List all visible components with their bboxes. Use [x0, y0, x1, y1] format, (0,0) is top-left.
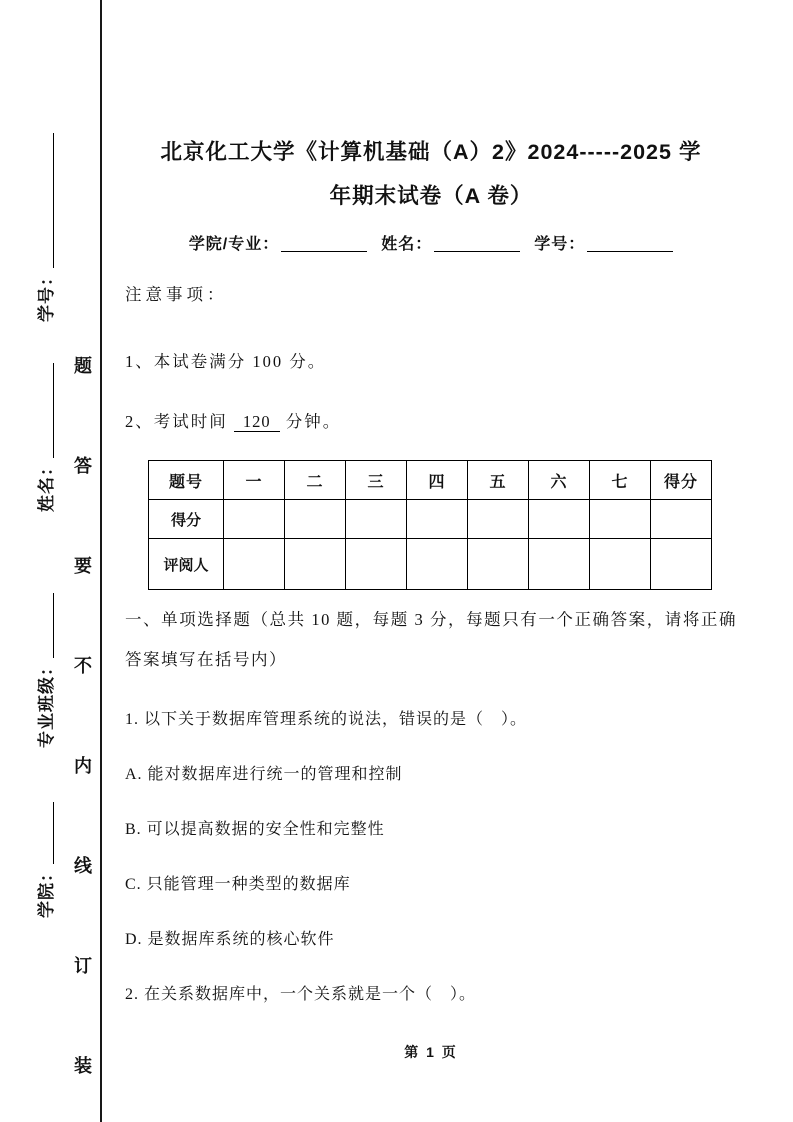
note-2-suffix: 分钟。 [285, 412, 342, 431]
binding-char: 题 [74, 356, 92, 376]
score-table-header-cell: 四 [407, 461, 468, 500]
student-id-label: 学号： [534, 236, 586, 253]
exam-title-line1: 北京化工大学《计算机基础（A）2》2024-----2025 学 [160, 140, 702, 164]
margin-field-name [32, 363, 57, 512]
binding-char: 线 [74, 856, 92, 876]
note-2-prefix: 2、考试时间 [125, 412, 228, 431]
binding-instruction-vertical [74, 352, 92, 1078]
score-row [149, 500, 712, 539]
section-1-heading: 一、单项选择题（总共 10 题，每题 3 分，每题只有一个正确答案，请将正确答案填写在括号内） [125, 610, 737, 669]
binding-char: 装 [74, 1056, 92, 1076]
binding-line [100, 0, 102, 1122]
margin-college-blank [39, 802, 54, 864]
question-1-option-c: C. 只能管理一种类型的数据库 [125, 876, 351, 893]
margin-name-blank [39, 363, 54, 458]
margin-college-label: 学院： [37, 864, 56, 918]
name-blank [434, 235, 520, 252]
binding-char: 要 [74, 556, 92, 576]
question-1-option-d: D. 是数据库系统的核心软件 [125, 931, 335, 948]
student-id-blank [587, 235, 673, 252]
margin-major-class-label: 专业班级： [37, 658, 56, 748]
score-row-label: 得分 [149, 500, 224, 539]
binding-char: 订 [74, 956, 92, 976]
score-table-header-cell: 题号 [149, 461, 224, 500]
score-table-header-cell: 二 [285, 461, 346, 500]
margin-major-class-blank [39, 593, 54, 658]
question-2: 2. 在关系数据库中，一个关系就是一个（ ）。 [125, 986, 477, 1003]
notes-heading: 注意事项： [125, 285, 228, 304]
student-info-line [125, 230, 737, 260]
note-item-1: 1、本试卷满分 100 分。 [125, 352, 327, 371]
page-number: 第 1 页 [404, 1044, 458, 1060]
score-cell [590, 500, 651, 539]
reviewer-cell [590, 539, 651, 590]
score-table-header-cell: 三 [346, 461, 407, 500]
binding-char: 内 [74, 756, 92, 776]
name-label: 姓名： [381, 236, 433, 253]
score-cell [529, 500, 590, 539]
score-table-header-cell: 得分 [651, 461, 712, 500]
exam-duration-value: 120 [234, 412, 280, 432]
reviewer-cell [407, 539, 468, 590]
score-table-header-cell: 七 [590, 461, 651, 500]
page-footer [125, 1042, 737, 1062]
margin-field-student-id [32, 133, 57, 322]
margin-field-major-class [32, 593, 57, 748]
question-1-option-a: A. 能对数据库进行统一的管理和控制 [125, 766, 403, 783]
score-cell [346, 500, 407, 539]
major-label: 学院/专业： [188, 236, 280, 253]
score-table-header-row [149, 461, 712, 500]
score-cell [285, 500, 346, 539]
exam-content [125, 0, 737, 1010]
margin-name-label: 姓名： [37, 458, 56, 512]
score-table-header-cell: 一 [224, 461, 285, 500]
binding-char: 不 [74, 656, 92, 676]
reviewer-cell [651, 539, 712, 590]
question-1-option-b: B. 可以提高数据的安全性和完整性 [125, 821, 385, 838]
exam-title-line2: 年期末试卷（A 卷） [329, 184, 533, 208]
margin-student-id-blank [39, 133, 54, 268]
reviewer-cell [468, 539, 529, 590]
reviewer-row-label: 评阅人 [149, 539, 224, 590]
note-item-2 [125, 407, 737, 437]
major-blank [281, 235, 367, 252]
score-cell [407, 500, 468, 539]
reviewer-cell [529, 539, 590, 590]
score-table-header-cell: 五 [468, 461, 529, 500]
margin-field-college [32, 802, 57, 918]
score-table [148, 460, 712, 590]
score-table-header-cell: 六 [529, 461, 590, 500]
reviewer-cell [285, 539, 346, 590]
margin-student-id-label: 学号： [37, 268, 56, 322]
reviewer-cell [224, 539, 285, 590]
score-cell [468, 500, 529, 539]
score-cell [224, 500, 285, 539]
binding-char: 答 [74, 456, 92, 476]
reviewer-row [149, 539, 712, 590]
question-1: 1. 以下关于数据库管理系统的说法，错误的是（ ）。 [125, 711, 528, 728]
reviewer-cell [346, 539, 407, 590]
exam-title [125, 130, 737, 218]
score-cell [651, 500, 712, 539]
